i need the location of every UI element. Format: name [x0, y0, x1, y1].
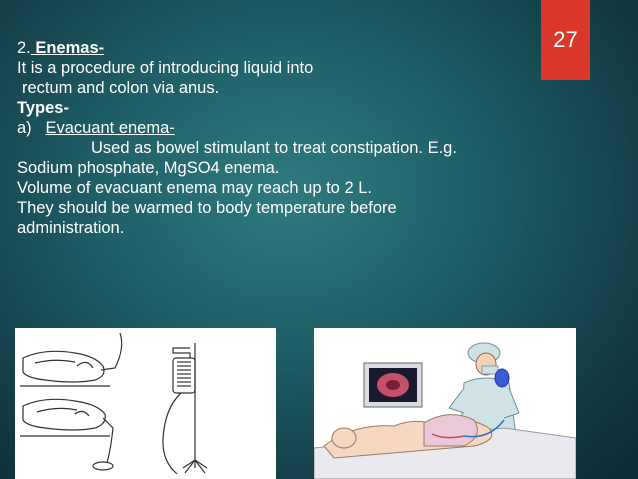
description-line-2: Sodium phosphate, MgSO4 enema. [17, 159, 280, 177]
irrigator-stand-drawing [163, 343, 207, 474]
type-a-marker: a) [17, 119, 32, 137]
patient-bed-drawing [314, 415, 576, 479]
slide-body [17, 38, 557, 238]
enema-administration-illustration [314, 328, 576, 479]
volume-line: Volume of evacuant enema may reach up to 2 L. [17, 179, 372, 197]
definition-line-2: rectum and colon via anus. [22, 79, 220, 97]
heading-line [17, 38, 557, 58]
heading-prefix: 2. [17, 39, 31, 57]
definition-line-1: It is a procedure of introducing liquid into [17, 59, 314, 77]
heading: Enemas- [30, 39, 105, 57]
warming-line-1: They should be warmed to body temperature before [17, 199, 397, 217]
warming-line-2: administration. [17, 219, 125, 237]
types-label: Types- [17, 99, 69, 117]
patient-top-drawing [20, 333, 122, 386]
description-line-1: Used as bowel stimulant to treat constipation. E.g. [91, 139, 457, 157]
patient-bottom-drawing [20, 399, 113, 470]
type-a-line [17, 118, 557, 138]
page-number: 27 [553, 27, 578, 52]
monitor-drawing [364, 363, 422, 407]
type-a-title: Evacuant enema- [45, 119, 175, 137]
enema-apparatus-illustration [15, 328, 276, 479]
